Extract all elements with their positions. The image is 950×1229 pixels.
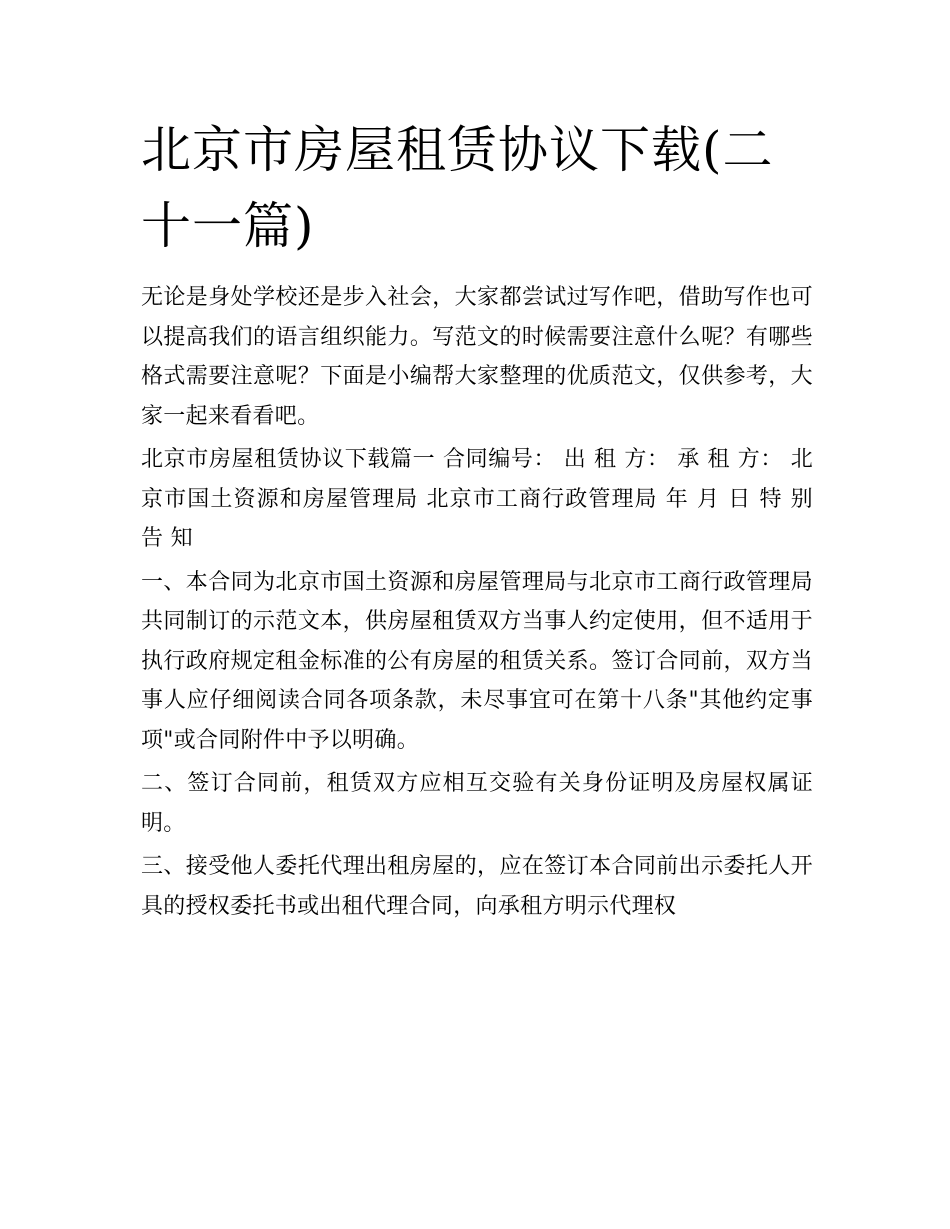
intro-paragraph: 无论是身处学校还是步入社会，大家都尝试过写作吧，借助写作也可以提高我们的语言组织能力。写范文的时候需要注意什么呢？有哪些格式需要注意呢？下面是小编帮大家整理的优质范文，仅供参考，大家一起来看看吧。 [141, 285, 813, 429]
document-body [141, 112, 813, 930]
page-title: 北京市房屋租赁协议下载(二十一篇) [141, 121, 774, 255]
contract-header-paragraph: 北京市房屋租赁协议下载篇一 合同编号： 出 租 方： 承 租 方： 北京市国土资源和房屋管理局 北京市工商行政管理局 年 月 日 特 别 告 知 [141, 447, 813, 551]
clause-two-paragraph: 二、签订合同前，租赁双方应相互交验有关身份证明及房屋权属证明。 [141, 771, 813, 836]
clause-three-paragraph: 三、接受他人委托代理出租房屋的，应在签订本合同前出示委托人开具的授权委托书或出租代理合同，向承租方明示代理权 [141, 854, 813, 919]
clause-one-paragraph: 一、本合同为北京市国土资源和房屋管理局与北京市工商行政管理局共同制订的示范文本，供房屋租赁双方当事人约定使用，但不适用于执行政府规定租金标准的公有房屋的租赁关系。签订合同前，双方当事人应仔细阅读合同各项条款，未尽事宜可在第十八条"其他约定事项"或合同附件中予以明确。 [141, 569, 813, 753]
